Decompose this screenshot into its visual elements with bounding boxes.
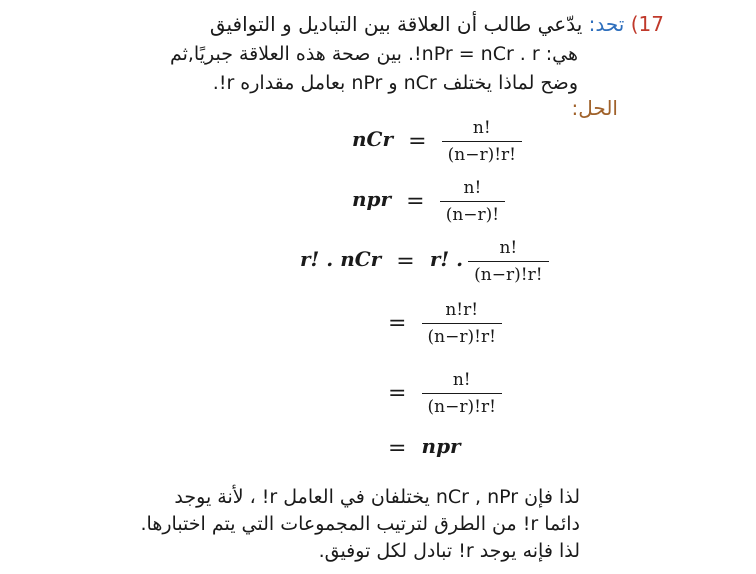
problem-text-2: هي: nPr = nCr . r!. بين صحة هذه العلاقة جبريًا,ثم (169, 43, 578, 65)
eq3-numerator: n! (499, 238, 518, 258)
eq1-lhs: nCr (352, 127, 393, 151)
eq5-equals: = (388, 381, 407, 406)
eq1-fraction (442, 118, 522, 165)
eq4-equals: = (388, 311, 407, 336)
eq4-fraction (422, 300, 502, 347)
eq5-numerator: n! (452, 370, 471, 390)
eq1-denominator: (n−r)!r! (442, 141, 522, 165)
equation-5 (378, 370, 502, 417)
conclusion-text-3: لذا فإنه يوجد r! تبادل لكل توفيق. (318, 540, 580, 562)
equation-2 (352, 178, 505, 225)
eq2-denominator: (n−r)! (440, 201, 505, 225)
conclusion-line-3 (319, 538, 580, 564)
eq6-rhs: npr (421, 434, 461, 458)
eq2-fraction (440, 178, 505, 225)
eq4-denominator: (n−r)!r! (422, 323, 502, 347)
eq2-numerator: n! (463, 178, 482, 198)
problem-number: 17) (630, 12, 664, 36)
eq5-denominator: (n−r)!r! (422, 393, 502, 417)
equation-1 (352, 118, 522, 165)
conclusion-text-2: دائما r! من الطرق لترتيب المجموعات التي يتم اختبارها. (140, 513, 580, 535)
equation-6 (378, 434, 461, 461)
solution-label: الحل: (571, 96, 618, 120)
conclusion-text-1: لذا فإن nCr , nPr يختلفان في العامل r! ، لأنة يوجد (174, 486, 580, 508)
eq3-denominator: (n−r)!r! (468, 261, 548, 285)
problem-line-2 (170, 41, 578, 67)
conclusion-line-1 (174, 484, 580, 510)
problem-text-3: وضح لماذا يختلف nCr و nPr بعامل مقداره r!. (212, 72, 578, 94)
eq5-fraction (422, 370, 502, 417)
eq4-numerator: n!r! (445, 300, 479, 320)
eq1-equals: = (408, 129, 427, 154)
eq2-lhs: npr (352, 187, 392, 211)
eq3-mid: r! . (429, 247, 464, 271)
equation-4 (378, 300, 502, 347)
problem-label: تحد: (588, 12, 625, 36)
eq1-numerator: n! (472, 118, 491, 138)
eq3-fraction (468, 238, 548, 285)
eq3-lhs: r! . nCr (300, 247, 382, 271)
eq3-equals: = (396, 249, 415, 274)
problem-line-1 (210, 11, 664, 37)
equation-3 (300, 238, 549, 285)
problem-line-3 (213, 70, 578, 96)
conclusion-line-2 (141, 511, 581, 537)
problem-text-1: يدّعي طالب أن العلاقة بين التباديل و التوافيق (209, 12, 583, 36)
eq2-equals: = (406, 189, 425, 214)
eq6-equals: = (388, 436, 407, 461)
